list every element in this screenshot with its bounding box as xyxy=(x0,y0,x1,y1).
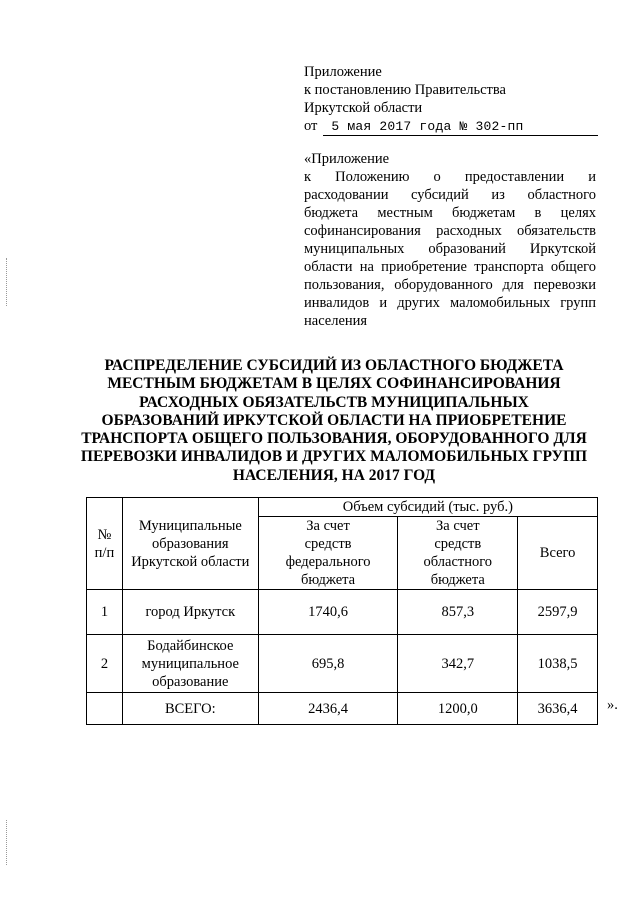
header-regional-cell xyxy=(398,517,518,590)
approval-line-1: Приложение xyxy=(304,64,382,80)
regulation-line-9: инвалидов и других маломобильных групп xyxy=(304,295,596,311)
row-1-num: 1 xyxy=(87,590,123,635)
totals-regional: 1200,0 xyxy=(398,693,518,725)
header-federal-line-4: бюджета xyxy=(301,572,356,588)
table-row xyxy=(87,590,598,635)
header-total-cell: Всего xyxy=(518,517,598,590)
table-header-row-1 xyxy=(87,498,598,517)
header-regional-line-2: средств xyxy=(434,536,482,552)
row-2-name-line-2: муниципальное xyxy=(141,655,239,672)
row-2-name-line-3: образование xyxy=(152,673,229,690)
approval-date-line xyxy=(304,117,604,136)
regulation-line-7: области на приобретение транспорта общего xyxy=(304,259,596,275)
row-2-name xyxy=(122,635,258,693)
closing-quote-mark: ». xyxy=(607,697,618,713)
header-municipality-cell xyxy=(122,498,258,590)
row-1-federal: 1740,6 xyxy=(258,590,398,635)
approval-date-prefix: от xyxy=(304,118,318,134)
header-num-cell xyxy=(87,498,123,590)
title-line-1: РАСПРЕДЕЛЕНИЕ СУБСИДИЙ ИЗ ОБЛАСТНОГО БЮДЖЕТА xyxy=(104,357,564,374)
row-2-name-line-1: Бодайбинское xyxy=(147,637,234,654)
approval-block xyxy=(304,63,604,136)
row-2-total: 1038,5 xyxy=(518,635,598,693)
left-margin-mark-bottom xyxy=(6,820,8,865)
row-2-num: 2 xyxy=(87,635,123,693)
regulation-line-1: «Приложение xyxy=(304,151,390,167)
approval-line-2: к постановлению Правительства xyxy=(304,82,506,98)
header-municipality-line-2: образования xyxy=(152,535,229,552)
header-federal-line-3: федерального xyxy=(285,554,371,570)
regulation-line-4: бюджета местным бюджетам в целях xyxy=(304,205,596,221)
title-line-5: ТРАНСПОРТА ОБЩЕГО ПОЛЬЗОВАНИЯ, ОБОРУДОВАННОГО ДЛЯ xyxy=(81,430,587,448)
row-1-name: город Иркутск xyxy=(122,590,258,635)
totals-label: ВСЕГО: xyxy=(122,693,258,725)
row-1-regional: 857,3 xyxy=(398,590,518,635)
regulation-line-5: софинансирования расходных обязательств xyxy=(304,223,596,239)
document-title xyxy=(60,357,608,485)
subsidy-table xyxy=(86,497,598,725)
regulation-reference xyxy=(304,150,596,330)
title-line-2: МЕСТНЫМ БЮДЖЕТАМ В ЦЕЛЯХ СОФИНАНСИРОВАНИЯ xyxy=(107,375,561,393)
title-line-6: ПЕРЕВОЗКИ ИНВАЛИДОВ И ДРУГИХ МАЛОМОБИЛЬНЫХ ГРУПП xyxy=(80,448,588,466)
row-2-regional: 342,7 xyxy=(398,635,518,693)
row-1-total: 2597,9 xyxy=(518,590,598,635)
header-num-line-2: п/п xyxy=(94,544,115,561)
header-num-line-1: № xyxy=(97,526,112,543)
totals-num-empty xyxy=(87,693,123,725)
header-federal-cell xyxy=(258,517,398,590)
header-municipality-line-3: Иркутской области xyxy=(131,553,250,570)
approval-date-value xyxy=(323,119,598,136)
header-municipality-line-1: Муниципальные xyxy=(138,517,242,534)
totals-federal: 2436,4 xyxy=(258,693,398,725)
header-volume-cell: Объем субсидий (тыс. руб.) xyxy=(258,498,597,517)
regulation-line-3: расходовании субсидий из областного xyxy=(304,187,596,203)
totals-total: 3636,4 xyxy=(518,693,598,725)
title-line-3: РАСХОДНЫХ ОБЯЗАТЕЛЬСТВ МУНИЦИПАЛЬНЫХ xyxy=(139,393,529,411)
approval-date-text: 5 мая 2017 года № 302-пп xyxy=(331,119,524,134)
left-margin-mark-top xyxy=(6,258,8,306)
header-federal-line-2: средств xyxy=(304,536,352,552)
approval-line-3: Иркутской области xyxy=(304,100,423,116)
regulation-line-8: пользования, оборудованного для перевозки xyxy=(304,277,596,293)
table-row xyxy=(87,635,598,693)
title-line-7: НАСЕЛЕНИЯ, НА 2017 ГОД xyxy=(232,466,436,484)
title-line-4: ОБРАЗОВАНИЙ ИРКУТСКОЙ ОБЛАСТИ НА ПРИОБРЕТЕНИЕ xyxy=(101,411,567,429)
row-2-federal: 695,8 xyxy=(258,635,398,693)
header-federal-line-1: За счет xyxy=(306,518,350,534)
regulation-line-2: к Положению о предоставлении и xyxy=(304,169,596,185)
regulation-line-6: муниципальных образований Иркутской xyxy=(304,241,596,257)
totals-row xyxy=(87,693,598,725)
header-regional-line-1: За счет xyxy=(436,518,480,534)
header-regional-line-3: областного xyxy=(423,554,493,570)
header-regional-line-4: бюджета xyxy=(430,572,485,588)
regulation-line-10: населения xyxy=(304,313,368,329)
